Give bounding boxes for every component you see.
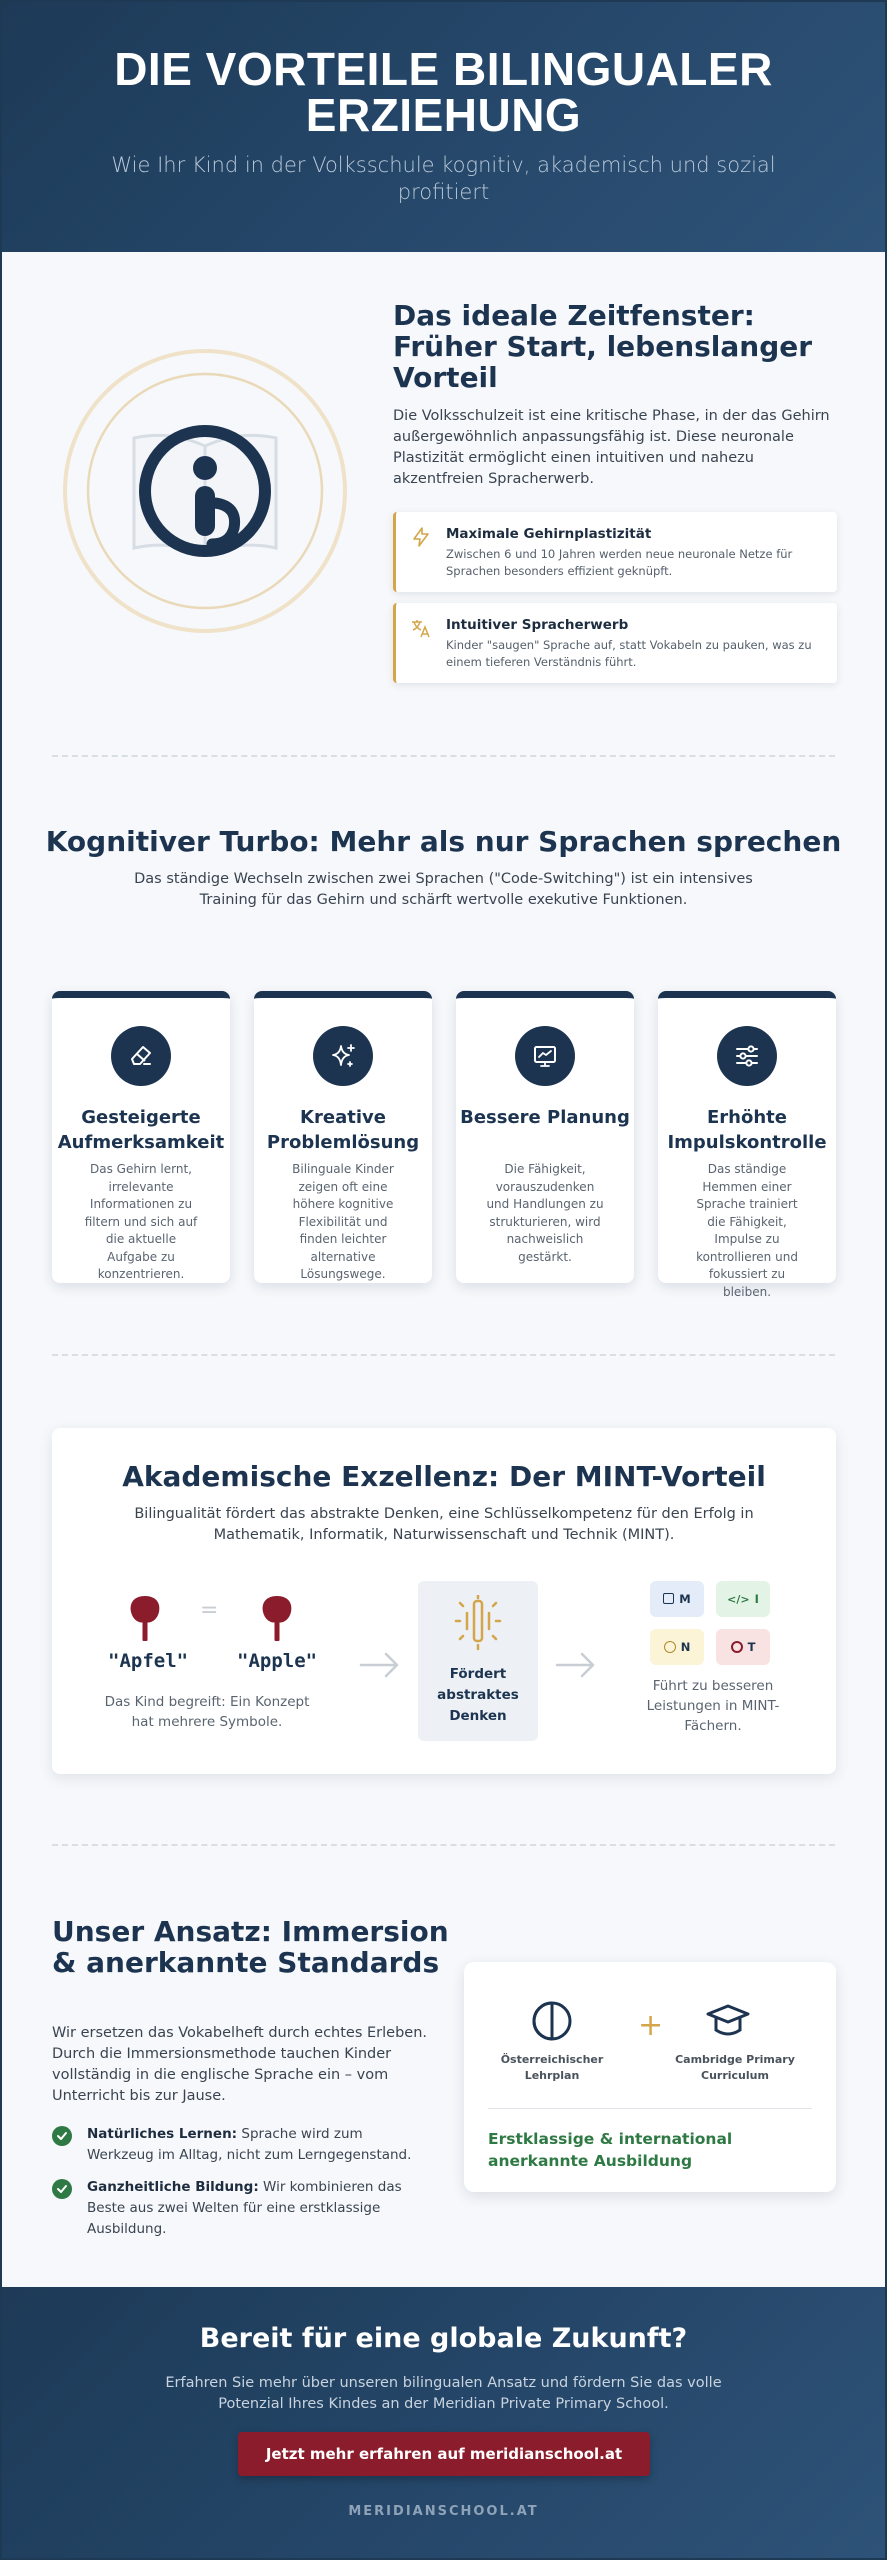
atom-icon <box>664 1641 676 1653</box>
feature-desc: Kinder "saugen" Sprache auf, statt Vokabeln zu pauken, was zu einem tieferen Verständnis führt. <box>446 638 812 669</box>
abstract-thinking-box <box>418 1581 538 1741</box>
lightning-icon <box>410 526 432 548</box>
window-title: Das ideale Zeitfenster: Früher Start, lebenslanger Vorteil <box>393 299 813 394</box>
card-planning <box>456 991 634 1283</box>
quality-statement: Erstklassige & international anerkannte Ausbildung <box>488 2130 733 2170</box>
abstract-thinking-label: Fördert abstraktes Denken <box>437 1666 519 1724</box>
chip-t: T <box>716 1629 770 1665</box>
apple-tree-icon <box>125 1592 165 1644</box>
chip-m: M <box>650 1581 704 1617</box>
cognitive-subtitle: Das ständige Wechseln zwischen zwei Sprachen ("Code-Switching") ist ein intensives Training für das Gehirn und schärft wertvolle exekutive Funktionen. <box>134 871 753 908</box>
card-desc: Die Fähigkeit, vorauszudenken und Handlungen zu strukturieren, wird nachweislich gestärkt. <box>486 1162 604 1264</box>
card-title: Erhöhte Impulskontrolle <box>667 1107 827 1153</box>
section-divider <box>52 1844 835 1846</box>
sparkles-icon <box>328 1041 358 1071</box>
standard-austrian-curriculum: Österreichischer Lehrplan <box>500 2053 604 2082</box>
card-title: Kreative Problemlösung <box>266 1107 420 1153</box>
learn-more-button[interactable]: Jetzt mehr erfahren auf meridianschool.at <box>238 2432 650 2476</box>
presentation-icon <box>530 1041 560 1071</box>
cta-footer <box>2 2287 885 2558</box>
approach-text: Wir ersetzen das Vokabelheft durch echtes Erleben. Durch die Immersionsmethode tauchen Kinder vollständig in die englische Sprache ein – vom Unterricht bis zur Jause. <box>52 2025 428 2104</box>
card-attention <box>52 991 230 1283</box>
approach-title: Unser Ansatz: Immersion & anerkannte Standards <box>52 1915 449 1979</box>
eraser-icon <box>126 1041 156 1071</box>
page-title: DIE VORTEILE BILINGUALER ERZIEHUNG <box>114 43 773 141</box>
gear-icon <box>731 1641 743 1653</box>
footer-url-link[interactable]: MERIDIANSCHOOL.AT <box>348 2504 539 2519</box>
standard-cambridge-curriculum: Cambridge Primary Curriculum <box>675 2053 795 2082</box>
mint-caption-right: Führt zu besseren Leistungen in MINT-Fächern. <box>646 1678 780 1734</box>
translate-icon <box>410 617 432 639</box>
arrow-right-icon <box>359 1650 401 1680</box>
hero-header <box>2 2 885 252</box>
brain-logo-illustration <box>62 348 348 634</box>
mint-caption-left: Das Kind begreift: Ein Konzept hat mehrere Symbole. <box>104 1694 310 1730</box>
feature-desc: Zwischen 6 und 10 Jahren werden neue neuronale Netze für Sprachen besonders effizient geknüpft. <box>446 547 793 578</box>
arrow-right-icon <box>555 1650 597 1680</box>
equals-sign: = <box>200 1598 219 1623</box>
book-person-icon <box>62 348 348 634</box>
page: DIE VORTEILE BILINGUALER ERZIEHUNG Wie Ihr Kind in der Volksschule kognitiv, akademisch und sozial profitiert Das ideale Zeitfenster: Früher Start, lebenslanger Vorteil Die Volksschulzeit ist eine kritische Phase, in der das Gehirn außergewöhnlich anpassungsfähig ist. Diese neuronale Plastizität ermöglicht einen intuitiven und nahezu akzentfreien Spracherwerb. Maximale Gehirnplastizität Zwischen 6 und 10 Jahren werden neue neuronale Netze für Sprachen besonders effizient geknüpft. Intuitiver Spracherwerb Kinder "saugen" Sprache auf, statt Vokabeln zu pauken, was zu einem tieferen Verständnis führt. Kognitiver Turbo: Mehr als nur Sprachen sprechen Das ständige Wechseln zwischen zwei Sprachen ("Code-Switching") ist ein intensives Training für das Gehirn und schärft wertvolle exekutive Funktionen. Gesteigerte Aufmerksamkeit Das Gehirn lernt, irrelevante Informationen zu filtern und sich auf die aktuelle Aufgabe zu konzentrieren. Kreative Problemlösung Bilinguale Kinder zeigen oft eine höhere kognitive Flexibilität und finden leichter alternative Lösungswege. Bessere Planung Die Fähigkeit, vorauszudenken und Handlungen zu strukturieren, wird nachweislich gestärkt. Erhöhte Impulskontrolle Das ständige Hemmen einer Sprache trainiert die Fähigkeit, Impulse zu kontrollieren und fokussiert zu bleiben. Akademische Exzellenz: Der MINT-Vorteil Bilingualität fördert das abstrakte Denken, eine Schlüsselkompetenz für den Erfolg in Mathematik, Informatik, Naturwissenschaft und Technik (MINT). = "Apfel" "Apple" Das Kind begreift: Ein Konzept hat mehrere Symbole. Fördert abstraktes Denken M </> I N T Führt zu besseren Leistungen in MINT-Fächern. Unser Ansatz: Immersion & anerkannte Standards Wir ersetzen das Vokabelheft durch echtes Erleben. Durch die Immersionsmethode tauchen Kinder vollständig in die englische Sprache ein – vom Unterricht bis zur Jause. Natürliches Lernen: Sprache wird zum Werkzeug im Alltag, nicht zum Lerngegenstand. Ganzheitliche Bildung: Wir kombinieren das Beste aus zwei Welten für eine erstklassige Ausbildung. Österreichischer Lehrplan + Cambridge Primary Curriculum Erstklassige & international anerkannte Ausbildung Bereit für eine globale Zukunft? Erfahren Sie mehr über unseren bilingualen Ansatz und fördern Sie das volle Potenzial Ihres Kindes an der Meridian Private Primary School. Jetzt mehr erfahren auf meridianschool.at MERIDIANSCHOOL.AT <box>2 2 885 2558</box>
window-text: Die Volksschulzeit ist eine kritische Phase, in der das Gehirn außergewöhnlich anpassungsfähig ist. Diese neuronale Plastizität ermöglicht einen intuitiven und nahezu akzentfreien Spracherwerb. <box>393 408 830 487</box>
card-desc: Das ständige Hemmen einer Sprache trainiert die Fähigkeit, Impulse zu kontrollieren und fokussiert zu bleiben. <box>696 1162 798 1299</box>
word-english: "Apple" <box>237 1650 318 1672</box>
feature-title: Maximale Gehirnplastizität <box>446 526 652 542</box>
page-subtitle: Wie Ihr Kind in der Volksschule kognitiv, akademisch und sozial profitiert <box>111 153 776 204</box>
card-title: Gesteigerte Aufmerksamkeit <box>57 1107 225 1153</box>
section-divider <box>52 1354 835 1356</box>
brain-sparkle-icon <box>454 1595 502 1651</box>
sliders-icon <box>732 1041 762 1071</box>
chip-n: N <box>650 1629 704 1665</box>
card-impulse-control <box>658 991 836 1299</box>
card-desc: Bilinguale Kinder zeigen oft eine höhere kognitive Flexibilität und finden leichter alternative Lösungswege. <box>292 1162 394 1281</box>
check-icon <box>52 2126 72 2146</box>
code-icon: </> <box>727 1593 750 1606</box>
calculator-icon <box>663 1593 674 1604</box>
card-desc: Das Gehirn lernt, irrelevante Informationen zu filtern und sich auf die aktuelle Aufgabe zu konzentrieren. <box>84 1162 198 1281</box>
feature-title: Intuitiver Spracherwerb <box>446 617 629 633</box>
mint-subtitle: Bilingualität fördert das abstrakte Denken, eine Schlüsselkompetenz für den Erfolg in Mathematik, Informatik, Naturwissenschaft und Technik (MINT). <box>134 1506 754 1543</box>
chip-i: </> I <box>716 1581 770 1617</box>
austria-emblem-icon <box>531 2000 573 2042</box>
footer-text: Erfahren Sie mehr über unseren bilingualen Ansatz und fördern Sie das volle Potenzial Ihres Kindes an der Meridian Private Primary School. <box>165 2375 722 2412</box>
mint-panel <box>52 1428 836 1774</box>
mint-title: Akademische Exzellenz: Der MINT-Vorteil <box>122 1460 766 1493</box>
check-icon <box>52 2179 72 2199</box>
apple-tree-icon <box>257 1592 297 1644</box>
graduation-cap-icon <box>704 2002 752 2042</box>
word-german: "Apfel" <box>108 1650 189 1672</box>
standards-card <box>464 1962 836 2192</box>
card-title: Bessere Planung <box>460 1107 630 1128</box>
plus-sign: + <box>638 2008 664 2043</box>
cognitive-title: Kognitiver Turbo: Mehr als nur Sprachen sprechen <box>45 825 842 858</box>
feature-intuitive-learning <box>393 603 837 683</box>
divider-line <box>488 2108 812 2109</box>
feature-brain-plasticity <box>393 512 837 592</box>
section-divider <box>52 755 835 757</box>
card-problem-solving <box>254 991 432 1283</box>
footer-title: Bereit für eine globale Zukunft? <box>199 2323 688 2354</box>
